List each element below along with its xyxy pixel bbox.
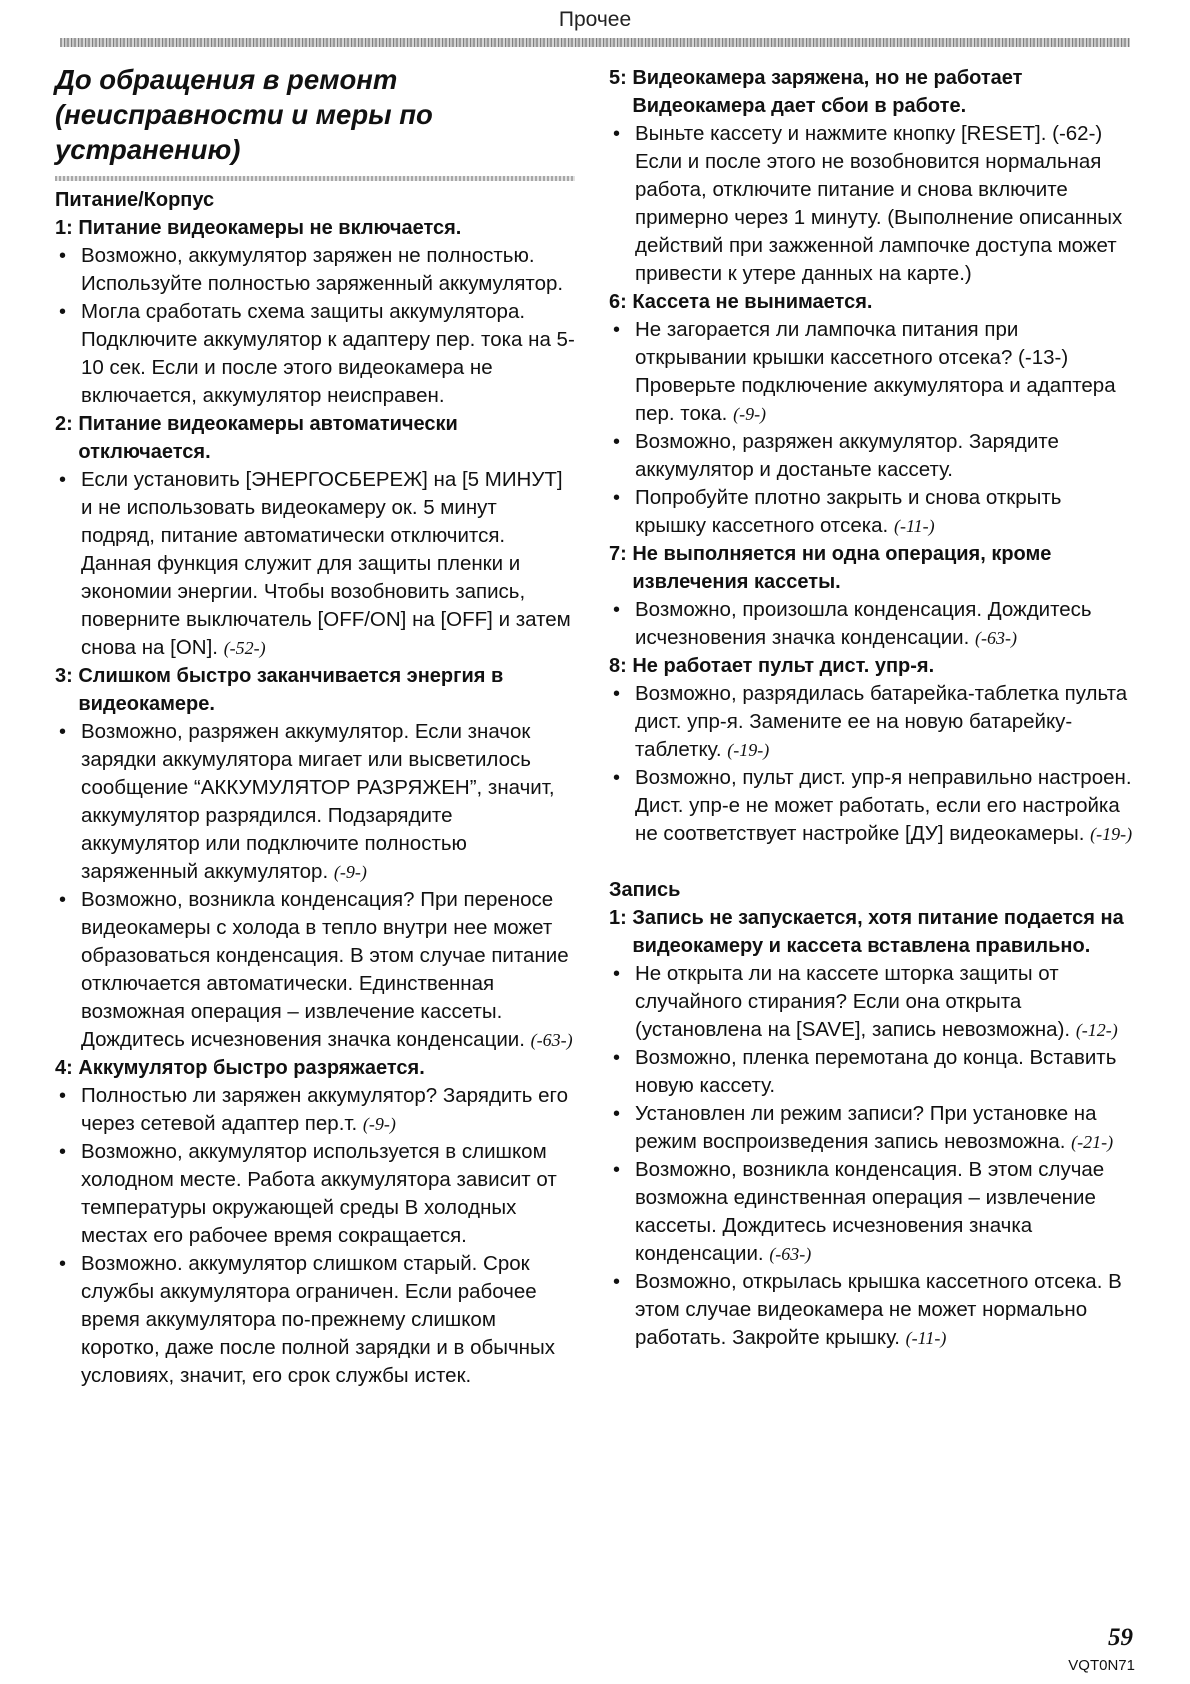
bullet-list — [55, 1082, 575, 1390]
bullet-text: Возможно, разряжен аккумулятор. Если значок зарядки аккумулятора мигает или высветилось сообщение “АККУМУЛЯТОР РАЗРЯЖЕН”, значит, аккумулятор разрядился. Подзарядите аккумулятор или подключите полностью заряженный аккумулятор. — [81, 720, 555, 883]
section-gap — [609, 848, 1134, 876]
recording-problem-list — [609, 904, 1134, 1352]
bullet-text: Полностью ли заряжен аккумулятор? Зарядить его через сетевой адаптер пер.т. — [81, 1084, 568, 1135]
bullet-text: Возможно, открылась крышка кассетного отсека. В этом случае видеокамера не может нормально работать. Закройте крышку. — [635, 1270, 1122, 1349]
problem-number: 7: — [609, 543, 627, 565]
problem-heading — [55, 662, 575, 718]
problem-title: Не выполняется ни одна операция, кроме извлечения кассеты. — [632, 543, 1052, 593]
bullet-item — [609, 1100, 1134, 1156]
bullet-text: Возможно, разряжен аккумулятор. Зарядите аккумулятор и достаньте кассету. — [635, 430, 1059, 481]
bullet-item — [609, 960, 1134, 1044]
page-reference: (-63-) — [975, 628, 1018, 648]
problem-number: 6: — [609, 291, 627, 313]
problem-title: Кассета не вынимается. — [632, 291, 873, 313]
problem-item — [609, 288, 1134, 540]
page-reference: (-9-) — [333, 862, 367, 882]
bullet-list — [55, 718, 575, 1054]
bullet-text: Выньте кассету и нажмите кнопку [RESET]. (-62-) Если и после этого не возобновится нормальная работа, отключите питание и снова включите примерно через 1 минуту. (Выполнение описанных действий при зажженной лампочке доступа может привести к утере данных на карте.) — [635, 122, 1123, 285]
page-reference: (-9-) — [362, 1114, 396, 1134]
page-reference: (-12-) — [1075, 1020, 1118, 1040]
problem-item — [609, 652, 1134, 848]
bullet-list — [55, 466, 575, 662]
bullet-item — [55, 718, 575, 886]
problem-title: Аккумулятор быстро разряжается. — [78, 1057, 425, 1079]
bullet-text: Если установить [ЭНЕРГОСБЕРЕЖ] на [5 МИНУТ] и не использовать видеокамеру ок. 5 минут подряд, питание автоматически отключится. Данная функция служит для защиты пленки и экономии энергии. Чтобы возобновить запись, поверните выключатель [OFF/ON] на [OFF] и затем снова на [ON]. — [81, 468, 571, 659]
bullet-item — [55, 298, 575, 410]
problem-heading — [609, 904, 1134, 960]
problem-title: Питание видеокамеры не включается. — [78, 217, 462, 239]
left-problem-list — [55, 214, 575, 1390]
bullet-text: Не открыта ли на кассете шторка защиты от случайного стирания? Если она открыта (установлена на [SAVE], запись невозможна). — [635, 962, 1071, 1041]
page-reference: (-19-) — [727, 740, 770, 760]
page-reference: (-19-) — [1090, 824, 1133, 844]
right-column — [609, 64, 1134, 1352]
page-reference: (-11-) — [893, 516, 935, 536]
page-number: 59 — [1108, 1624, 1133, 1651]
problem-item — [55, 214, 575, 410]
bullet-list — [609, 680, 1134, 848]
bullet-text: Могла сработать схема защиты аккумулятора. Подключите аккумулятор к адаптеру пер. тока на 5-10 сек. Если и после этого видеокамера не включается, аккумулятор неисправен. — [81, 300, 575, 407]
problem-heading — [609, 288, 1134, 316]
bullet-text: Возможно, пленка перемотана до конца. Вставить новую кассету. — [635, 1046, 1117, 1097]
bullet-item — [55, 886, 575, 1054]
bullet-text: Возможно, пульт дист. упр-я неправильно настроен. Дист. упр-е не может работать, если его настройка не соответствует настройке [ДУ] видеокамеры. — [635, 766, 1132, 845]
right-problem-list — [609, 64, 1134, 848]
bullet-item — [55, 466, 575, 662]
bullet-text: Установлен ли режим записи? При установке на режим воспроизведения запись невозможна. — [635, 1102, 1097, 1153]
bullet-text: Возможно. аккумулятор слишком старый. Срок службы аккумулятора ограничен. Если рабочее время аккумулятора по-прежнему слишком коротко, даже после полной зарядки и в обычных условиях, значит, его срок службы истек. — [81, 1252, 555, 1387]
bullet-text: Возможно, возникла конденсация? При переносе видеокамеры с холода в тепло внутри нее может образоваться конденсация. В этом случае питание отключается автоматически. Единственная возможная операция – извлечение кассеты. Дождитесь исчезновения значка конденсации. — [81, 888, 569, 1051]
bullet-item — [609, 596, 1134, 652]
problem-number: 1: — [55, 217, 73, 239]
problem-item — [55, 1054, 575, 1390]
problem-heading — [609, 64, 1134, 120]
problem-item — [55, 662, 575, 1054]
bullet-text: Возможно, аккумулятор используется в слишком холодном месте. Работа аккумулятора зависит от температуры окружающей среды В холодных местах его рабочее время сокращается. — [81, 1140, 557, 1247]
bullet-text: Возможно, разрядилась батарейка-таблетка пульта дист. упр-я. Замените ее на новую батарейку-таблетку. — [635, 682, 1128, 761]
problem-title: Видеокамера заряжена, но не работает Видеокамера дает сбои в работе. — [632, 67, 1023, 117]
problem-number: 3: — [55, 665, 73, 687]
problem-title: Не работает пульт дист. упр-я. — [632, 655, 935, 677]
problem-item — [609, 904, 1134, 1352]
problem-heading — [609, 652, 1134, 680]
bullet-list — [609, 316, 1134, 540]
problem-number: 2: — [55, 413, 73, 435]
bullet-text: Возможно, возникла конденсация. В этом случае возможна единственная операция – извлечение кассеты. Дождитесь исчезновения значка конденсации. — [635, 1158, 1105, 1265]
problem-number: 8: — [609, 655, 627, 677]
bullet-item — [55, 1082, 575, 1138]
problem-number: 5: — [609, 67, 627, 89]
problem-heading — [55, 410, 575, 466]
page-reference: (-11-) — [905, 1328, 947, 1348]
bullet-list — [609, 120, 1134, 288]
page-reference: (-52-) — [223, 638, 266, 658]
bullet-text: Возможно, аккумулятор заряжен не полностью. Используйте полностью заряженный аккумулятор. — [81, 244, 564, 295]
bullet-item — [609, 316, 1134, 428]
model-code: VQT0N71 — [1068, 1657, 1135, 1674]
bullet-text: Возможно, произошла конденсация. Дождитесь исчезновения значка конденсации. — [635, 598, 1092, 649]
page-title: До обращения в ремонт (неисправности и меры по устранению) — [55, 64, 433, 165]
bullet-text: Не загорается ли лампочка питания при открывании крышки кассетного отсека? (-13-) Проверьте подключение аккумулятора и адаптера пер. тока. — [635, 318, 1116, 425]
bullet-item — [609, 428, 1134, 484]
bullet-item — [609, 764, 1134, 848]
bullet-item — [609, 680, 1134, 764]
bullet-item — [609, 1044, 1134, 1100]
bullet-text: Попробуйте плотно закрыть и снова открыть крышку кассетного отсека. — [635, 486, 1062, 537]
page-reference: (-63-) — [769, 1244, 812, 1264]
bullet-list — [609, 596, 1134, 652]
problem-item — [609, 64, 1134, 288]
page-reference: (-21-) — [1071, 1132, 1114, 1152]
problem-title: Слишком быстро заканчивается энергия в видеокамере. — [78, 665, 504, 715]
bullet-item — [609, 484, 1134, 540]
problem-title: Запись не запускается, хотя питание подается на видеокамеру и кассета вставлена правильно. — [632, 907, 1124, 957]
problem-item — [609, 540, 1134, 652]
page-section-header: Прочее — [558, 8, 632, 31]
bullet-list — [55, 242, 575, 410]
left-column — [55, 62, 575, 1390]
bullet-item — [609, 120, 1134, 288]
problem-title: Питание видеокамеры автоматически отключается. — [78, 413, 458, 463]
title-underline — [55, 176, 575, 181]
bullet-item — [609, 1156, 1134, 1268]
bullet-item — [55, 242, 575, 298]
bullet-item — [55, 1138, 575, 1250]
problem-number: 1: — [609, 907, 627, 929]
page-reference: (-63-) — [530, 1030, 573, 1050]
bullet-item — [609, 1268, 1134, 1352]
problem-heading — [55, 1054, 575, 1082]
problem-item — [55, 410, 575, 662]
section-label-recording: Запись — [609, 879, 681, 901]
bullet-item — [55, 1250, 575, 1390]
page-reference: (-9-) — [733, 404, 767, 424]
header-decorative-bar — [60, 38, 1130, 47]
bullet-list — [609, 960, 1134, 1352]
problem-heading — [55, 214, 575, 242]
section-label-power: Питание/Корпус — [55, 189, 215, 211]
problem-number: 4: — [55, 1057, 73, 1079]
problem-heading — [609, 540, 1134, 596]
